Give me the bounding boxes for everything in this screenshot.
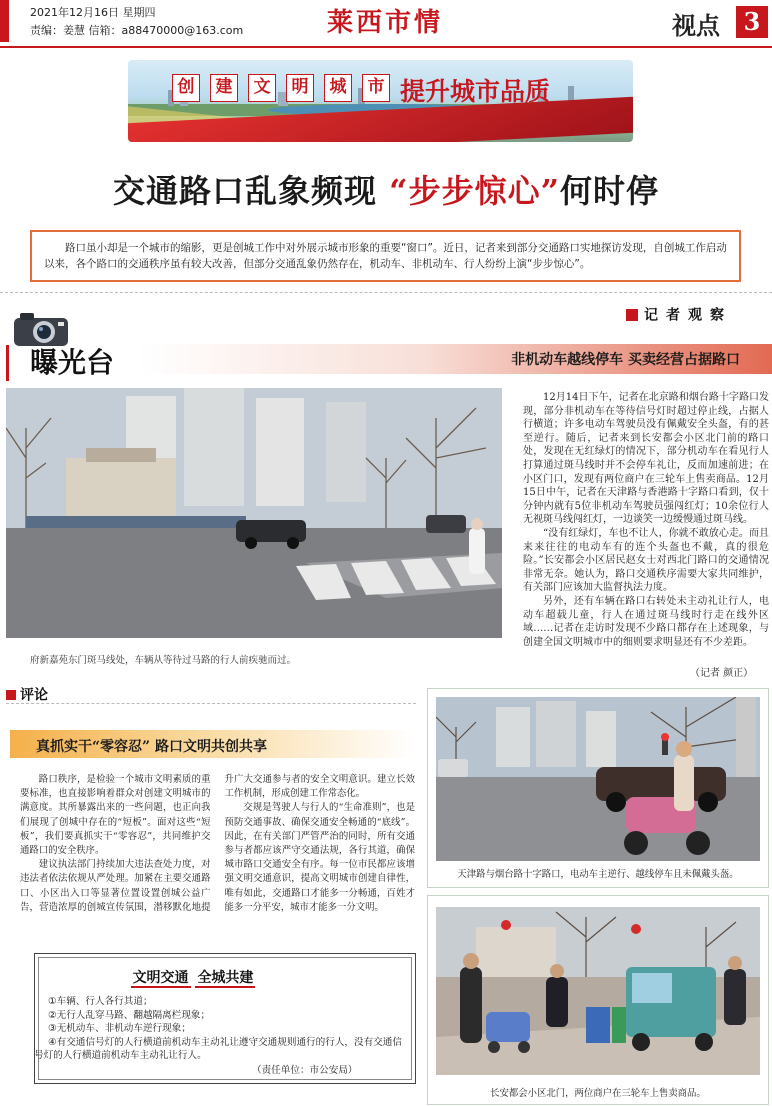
reporter-observation-label: 记者观察 (644, 307, 732, 324)
bullet-square-icon (626, 309, 638, 321)
civic-title-part: 全城共建 (197, 970, 254, 986)
lead-paragraph: 路口虽小却是一个城市的缩影，更是创城工作中对外展示城市形象的重要“窗口”。近日，记者来到部分交通路口实地探访发现，自创城工作启动以来，各个路口的交通秩序虽有较大改善，但部分交通乱象仍然存在，机动车、非机动车、行人纷纷上演“步步惊心”。 (30, 230, 741, 282)
section-name: 视点 (672, 12, 720, 40)
newspaper-masthead: 莱西市情 (326, 8, 443, 38)
article-paragraph: 另外，还有车辆在路口右转处未主动礼让行人，电动车超载儿童，行人在通过斑马线时行走在线外区域……记者在走访时发现不少路口都存在上述现象，与创建全国文明城市中的细则要求明显还有不少差距。 (523, 595, 769, 648)
main-headline (0, 166, 772, 212)
article-byline: （记者 颜正） (690, 668, 754, 679)
editor-info: 责编：姜慧 信箱：a88470000@163.com (30, 24, 244, 37)
article-body (523, 391, 769, 649)
page-number: 3 (736, 6, 768, 38)
article-paragraph: “没有红绿灯，车也不让人，你就不敢放心走。而且来来往往的电动车有的连个头盔也不戴，真的很危险。”长安都会小区居民赵女士对西北门路口的交通情况非常无奈。她认为，路口交通秩序需要大家共同维护，有关部门应该加大监督执法力度。 (523, 527, 769, 594)
headline-part-1: 交通路口乱象频现 (113, 172, 390, 210)
expose-column-label: 曝光台 (6, 345, 138, 381)
issue-date: 2021年12月16日 星期四 (30, 6, 156, 19)
intersection-scooter-photo (436, 697, 760, 861)
civic-box-title (118, 967, 268, 987)
photo-3-caption: 长安都会小区北门，两位商户在三轮车上售卖商品。 (490, 1088, 706, 1099)
slogan-char: 城 (324, 74, 352, 102)
comment-paragraph: 路口秩序，是检验一个城市文明素质的重要标准，也直接影响着群众对创建文明城市的满意度。其所暴露出来的一些问题，也正向我们展现了创城中存在的“短板”。面对这些“短板”，我们要真抓实干“零容忍”，共同维护交通路口的安全秩序。 (20, 774, 211, 857)
reporter-observation-tag (626, 304, 732, 326)
header-accent-bar (0, 0, 9, 42)
civic-responsible-unit: （责任单位：市公安局） (252, 1065, 358, 1076)
article-subtitle: 非机动车越线停车 买卖经营占据路口 (511, 352, 740, 368)
comment-paragraph: 建议执法部门持续加大违法查处力度，对违法者依法依规从严处理。加紧在主要交通路口、小区出入口等显著位置设置创城公益广告，营造浓厚的创城宣传氛围，潜移默化地提升广大交通参与者的安全文明意识。建立长效工作机制，形成创建工作常态化。 (20, 774, 415, 913)
comment-divider (6, 703, 416, 704)
main-photo-caption: 府新嘉苑东门斑马线处，车辆从等待过马路的行人前疾驰而过。 (30, 655, 297, 666)
comment-body (20, 773, 415, 943)
street-crosswalk-photo (6, 388, 502, 638)
civic-title-part: 文明交通 (132, 970, 189, 986)
civic-banner (128, 60, 633, 142)
slogan-char: 市 (362, 74, 390, 102)
slogan-char: 文 (248, 74, 276, 102)
vendor-tricycle-photo (436, 907, 760, 1075)
slogan-char: 建 (210, 74, 238, 102)
civic-rule: ④有交通信号灯的人行横道前机动车主动礼让遵守交通规则通行的行人，没有交通信号灯的人行横道前机动车主动礼让行人。 (34, 1036, 402, 1062)
headline-part-2: 何时停 (559, 172, 659, 210)
headline-highlight: “步步惊心” (389, 172, 560, 210)
civic-rules-list (34, 995, 406, 1063)
article-paragraph: 12月14日下午，记者在北京路和烟台路十字路口发现，部分非机动车在等待信号灯时超过停止线，占据人行横道；许多电动车驾驶员没有佩戴安全头盔，有的甚至逆行。随后，记者来到长安都会小区北门前的路口处，发现在无红绿灯的情况下，部分机动车在看见行人打算通过斑马线时并不会停车礼让，反而加速前进；在小区门口，发现有两位商户在三轮车上售卖商品。12月15日中午，记者在天津路与香港路十字路口看到，仅十分钟内就有5位非机动车驾驶员强闯红灯；10余位行人无视斑马线闯红灯，一边谈笑一边缓慢通过斑马线。 (523, 392, 769, 526)
slogan-char: 创 (172, 74, 200, 102)
slogan-char: 明 (286, 74, 314, 102)
photo-2-caption: 天津路与烟台路十字路口，电动车主逆行、越线停车且未佩戴头盔。 (457, 869, 739, 880)
comment-paragraph: 交规是驾驶人与行人的“生命准则”，也是预防交通事故、确保交通安全畅通的“底线”。因此，在有关部门严管严治的同时，所有交通参与者都应该严守交通法规，各行其道，确保城市路口交通安全有序。每一位市民都应该增强文明交通意识，提高文明城市创建自律性，唯有如此，交通路口才能多一分畅通，百姓才能多一分平安，城市才能多一分文明。 (224, 802, 415, 913)
comment-title: 真抓实干“零容忍” 路口文明共创共享 (36, 739, 267, 755)
banner-slogan: 提升城市品质 (400, 77, 551, 106)
civic-rule: ③无机动车、非机动车逆行现象； (48, 1023, 191, 1035)
comment-section-label: 评论 (20, 687, 48, 704)
civic-rule: ②无行人乱穿马路、翻越隔离栏现象； (48, 1009, 211, 1021)
civic-rule: ①车辆、行人各行其道； (48, 996, 153, 1007)
header-divider (0, 46, 772, 48)
comment-section-head (6, 684, 48, 702)
camera-icon (12, 308, 70, 348)
bullet-square-icon (6, 690, 16, 700)
section-divider (0, 292, 772, 293)
